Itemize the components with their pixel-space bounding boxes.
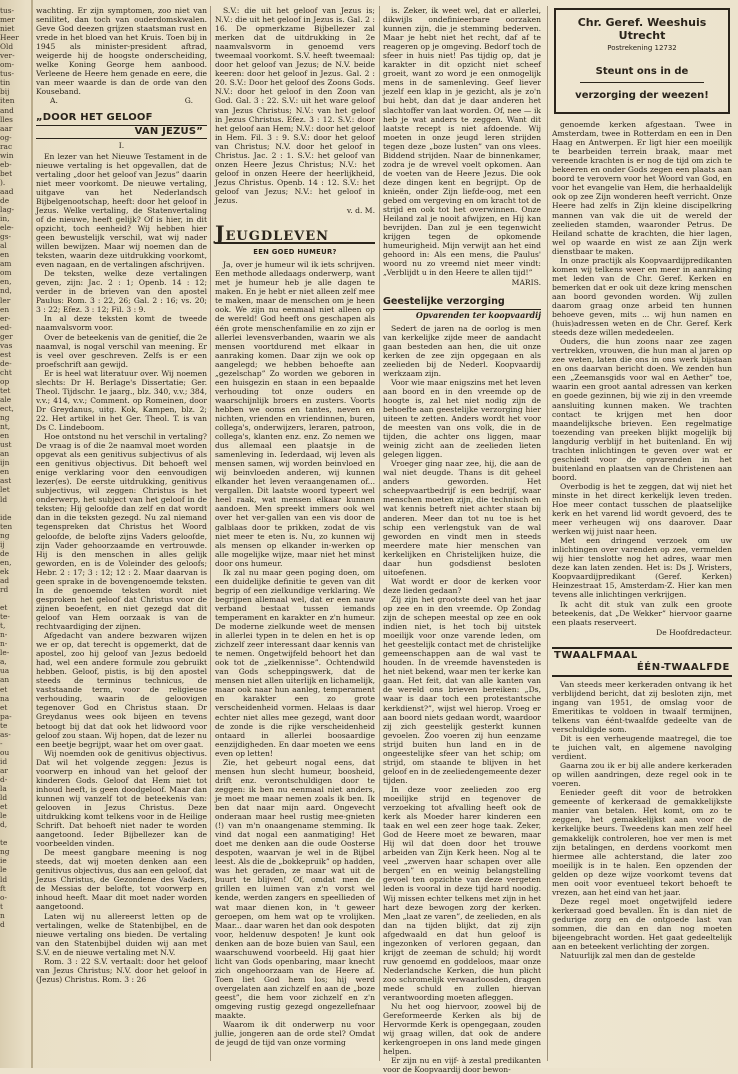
gutter-fragment: d: [0, 919, 5, 929]
gutter-fragment: en,: [0, 557, 12, 567]
gutter-fragment: bet: [0, 168, 13, 178]
gutter-fragment: eb-: [0, 159, 12, 169]
ad-title-line-2: Utrecht: [618, 29, 666, 42]
jeugd-initial: J: [215, 221, 226, 246]
gutter-fragment: [0, 504, 29, 513]
gutter-fragment: d,: [0, 820, 8, 830]
gutter-fragment: t: [0, 901, 3, 911]
paragraph: Rom. 3 : 22 S.V. vertaalt: door het geloof van Jezus Christus; N.V. door het geloof in (Jezus) Christus. Rom. 3 : 26: [36, 956, 207, 984]
gutter-fragment: mer: [0, 15, 15, 25]
ad-giro: Postrekening 12732: [607, 44, 677, 52]
gutter-fragment: ).: [0, 177, 6, 187]
column-divider: [547, 6, 548, 1061]
gutter-fragment: ij: [0, 539, 5, 549]
article-humeur-body: [215, 260, 375, 1047]
gutter-fragment: ng: [0, 413, 10, 423]
gutter-fragment: an: [0, 449, 10, 459]
paragraph: Van steeds meer kerkeraden ontvang ik het verblijdend bericht, dat zij besloten zijn, met ingang van 1951, de omslag voor de Emeritikas te voldoen in twaalf termijnen, telkens van éént-twaalfde gedeelte van de verschuldigde som.: [552, 679, 732, 734]
gutter-fragment: et: [0, 603, 8, 613]
gutter-fragment: niet: [0, 24, 15, 34]
gutter-fragment: ten: [0, 521, 13, 531]
paragraph: Dit is een verheugende maatregel, die toe te juichen valt, en algemene navolging verdient.: [552, 734, 732, 762]
paragraph: Over de beteekenis van de genitief, die 2e naamval, is nogal verschil van meening. Er is veel over geschreven. Zelfs is er een proefschrift aan gewijd.: [36, 332, 207, 369]
gutter-fragment: en: [0, 431, 10, 441]
gutter-fragment: iten: [0, 96, 15, 106]
article-verzorging-body: [383, 324, 541, 1074]
gutter-fragment: ed-: [0, 322, 12, 332]
gutter-fragment: ng: [0, 530, 10, 540]
twaalf-line-2: ÉÉN-TWAALFDE: [636, 661, 730, 673]
gutter-fragment: ele-: [0, 223, 14, 233]
gutter-fragment: aar: [0, 123, 13, 133]
gutter-fragment: nt,: [0, 422, 11, 432]
gutter-fragment: gs-: [0, 232, 12, 242]
gutter-fragment: ver-: [0, 51, 15, 61]
column-divider: [379, 6, 380, 1061]
gutter-fragment: ft: [0, 883, 6, 893]
gutter-fragment: d-: [0, 774, 8, 784]
paragraph: Met een dringend verzoek om uw inlichtingen over varenden op zee, vermelden wij hier tenslotte nog het adres, waar men deze kan laten zenden. Het is: Ds J. Wristers, Koopvaardijpredikant (Geref. Kerken) Heinzestraat 15, Amsterdam-Z. Hier kan men tevens alle inlichtingen verkrijgen.: [552, 536, 732, 600]
paragraph: In al deze teksten komt de tweede naamvalsvorm voor.: [36, 314, 207, 333]
paragraph: Wij noemden ook de genitivus objectivus. Dat wil het volgende zeggen: Jezus is voorwerp en inhoud van het geloof der kinderen Gods. Geloof dat Hem niet tot inhoud heeft, is geen doodgeloof. Maar dan kunnen wij vanzelf tot de beteekenis van: gelooven in Jezus Christus. Deze uitdrukking komt telkens voor in de Heilige Schrift. Dat behoeft niet nader te worden aangetoond. Ieder Bijbellezer kan de voorbeelden vinden.: [36, 748, 207, 849]
gutter-fragment: n-: [0, 630, 8, 640]
gutter-fragment: en: [0, 250, 10, 260]
gutter-fragment: t,: [0, 621, 6, 631]
humeur-signature: MARIS.: [511, 278, 541, 288]
gutter-fragment: te: [0, 720, 8, 730]
gutter-fragment: la: [0, 784, 7, 794]
gutter-fragment: tet: [0, 385, 11, 395]
gutter-fragment: id: [0, 756, 8, 766]
gutter-fragment: tin: [0, 78, 11, 88]
gutter-fragment: o-: [0, 892, 7, 902]
column-4: [552, 6, 732, 1064]
article-humeur-continued: [383, 6, 541, 277]
gutter-fragment: ng: [0, 847, 10, 857]
gutter-fragment: de: [0, 548, 10, 558]
gutter-fragment: le-: [0, 648, 10, 658]
gutter-fragment: lag-: [0, 205, 14, 215]
paragraph: Overbodig is het te zeggen, dat wij niet het minste in het direct kerkelijk leven treden. Hoe meer contact tusschen de plaatselijke kerk en het varend lid wordt gevoerd, des te meer verheugen wij ons daarover. Daar werken wij juist naar heen.: [552, 481, 732, 537]
gutter-fragment: op: [0, 376, 10, 386]
gutter-fragment: tus-: [0, 6, 15, 15]
gutter-fragment: ijn: [0, 458, 10, 468]
weeshuis-advertisement: [554, 8, 730, 114]
gutter-fragment: en,: [0, 277, 12, 287]
paragraph: Deze regel moet ongetwijfeld iedere kerkeraad goed bevallen. En is dan niet de gedurige zorg en de ontgoede last van sommen, die dan en dan nog moeten bijeengebracht worden. Het gaat gedeeltelijk aan en beteekent verlichting der zorgen.: [552, 896, 732, 952]
paragraph: Vroeger ging naar zee, hij, die aan de wal niet deugde. Thans is dit geheel anders geworden. Het scheepvaartbedrijf is een bedrijf, waar menschen moeten zijn, die technisch en wat kennis betreft niet achter staan bij anderen. Meer dan tot nu toe is het schip een verlengstuk van de wal geworden en vindt men in steeds meerdere mate hier menschen van kerkelijken en Christelijken huize, die daar hun godsdienst besloten uitoefenen.: [383, 459, 541, 577]
gutter-fragment: as-: [0, 729, 11, 739]
geloof-signature: v. d. M.: [346, 206, 375, 216]
article-geloof-continued: [215, 6, 375, 205]
gutter-fragment: ld: [0, 793, 8, 803]
paragraph: Ik zal nu maar geen poging doen, om een duidelijke definitie te geven van dit begrip of een zielkundige verklaring. We begrijpen allemaal wel, dat er een nauw verband bestaat tussen iemands temperament en karakter en z'n humeur. De moderne zielkunde weet de mensen in allerlei typen in te delen en het is op zichzelf zeer interessant daar kennis van te nemen. Ongetwijfeld behoort het dan ook tot de „zielkennisse”. Ochtendwild van Gods scheppingswerk, dat de mensen niet allen uiterlijk en lichamelijk, maar ook naar hun aanleg, temperament en karakter een zo grote verscheidenheid vormen. Helaas is daar echter niet alles mee gezegd, want door de zonde is die rijke verscheidenheid ontaard in allerlei boosaardige eenzijdigheden. En daar moeten we eens even op letten!: [215, 567, 375, 758]
gutter-fragment: and: [0, 105, 14, 115]
article-subheading-koopvaardij: Opvarenden ter koopvaardij: [415, 309, 541, 320]
paragraph: En lezer van het Nieuwe Testament in de nieuwe vertaling is het opgevallen, dat de vertaling „door het geloof van Jezus” daarin niet meer voorkomt. De nieuwe vertaling, uitgave van het Nederlandsch Bijbelgenootschap, heeft: door het geloof in Jezus. Welke vertaling, de Statenvertaling of de nieuwe, heeft gelijk? Of is hier, in dit opzicht, toch eenheid? Wij hebben hier geen bewustelijk verschil, wat wij nader willen bewijzen. Maar wij noemen dan de teksten, waarin deze uitdrukking voorkomt, even nagaan, en de vertalingen afschrijven.: [36, 151, 207, 270]
column-2: [215, 6, 375, 1064]
paragraph: genoemde kerken afgestaan. Twee in Amsterdam, twee in Rotterdam en een in Den Haag en Antwerpen. Er ligt hier een moeilijk te bearbeiden terrein braak, maar met vereende krachten is er nog de tijd om zich te bekeeren en onder Gods zegen een plaats aan boord te verovern voor het Woord van God, en voor het evangelie van Hem, die herhaaldelijk ook op zee Zijn wonderen heeft verricht. Onze Heere had zelfs in Zijn kleine discipelkring mannen van vak die uit de wereld der zeelieden stamden, waaronder Petrus. De Heiland schatte de krachten, die hier lagen, wel op waarde en wist ze aan Zijn werk dienstbaar te maken.: [552, 120, 732, 256]
editor-signature: De Hoofdredacteur.: [656, 627, 732, 637]
gutter-fragment: tus-: [0, 69, 15, 79]
gutter-fragment: et: [0, 684, 8, 694]
paragraph: Zie, het gebeurt nogal eens, dat mensen hun slecht humeur, boosheid, drift enz. verontschuldigen door te zeggen: ik ben nu eenmaal niet anders, je moet me maar nemen zoals ik ben. Ik ben dat naar mijn aard. Ongevecht onderaan maar heel rustig mee-gnieten (!) van m'n onaangename stemming. Ik vind dat nogal een aanmatiging! Het doet me denken aan die oude Oosterse despoten, waarvan je wel in de Bijbel leest. Als die de „bokkepruik” op hadden, was het geraden, ze maar wat uit de buurt te blijven! Of, omdat men de grillen en luimen van z'n vorst wel kende, werden zangers en speellieden of wat maar dienen kon, in 't geweer geroepen, om hem wat op te vrolijken. Maar... daar waren het dan ook despoten voor, heldenuw despoten! Je kunt ook denken aan de boze buien van Saul, een waarschuwend voorbeeld. Hij gaat hier licht van Gods openbaring, maar knecht zich ongehoorzaam van de Heere af. Toen liet God hem los; hij werd overgelaten aan zichzelf en aan de „boze geest”, die hem voor zichzelf en z'n omgeving rustig gezegd ongezellefnaar maakte.: [215, 757, 375, 1021]
article-twaalfmaal-body: [552, 680, 732, 960]
ad-separator: [580, 82, 704, 83]
paragraph: Eenieder geeft dit voor de betrokken gemeente of kerkeraad de gemakkelijkste manier van betalen. Het komt, om zo te zeggen, het gemakkelijkst aan voor de kerkelijke beurs. Tweedens kan men zelf heel gemakkelijk controleren, hoe ver men is met zijn betalingen, en derdens voorkomt men hiermee alle achterstand, die later zoo moeilijk is in te halen. Een opzenden der gelden op deze wijze voorkomt tevens dat men ooit voor eventueel tekort behoeft te vrezen, aan het eind van het jaar.: [552, 788, 732, 897]
gutter-fragment: le: [0, 865, 7, 875]
gutter-fragment: al: [0, 241, 7, 251]
gutter-fragment: og-: [0, 132, 12, 142]
paragraph: De meest gangbare meening is nog steeds, dat wij moeten denken aan een genitivus objectivus, dus aan een geloof, dat Jezus Christus, de Gezondene des Vaders, de Messias der belofte, tot voorwerp en inhoud heeft. Maar dit moet nader worden aangetoond.: [36, 848, 208, 912]
gutter-fragment: ua: [0, 666, 10, 676]
gutter-fragment: de: [0, 195, 10, 205]
gutter-fragment: n-: [0, 639, 8, 649]
gutter-fragment: et: [0, 702, 8, 712]
gutter-fragment: ie: [0, 856, 7, 866]
paragraph: Natuurlijk zal men dan de gestelde: [560, 951, 696, 961]
gutter-fragment: est: [0, 349, 12, 359]
gutter-fragment: nd,: [0, 286, 12, 296]
column-1: [36, 6, 207, 1064]
gutter-fragment: win: [0, 150, 14, 160]
ad-title-line-1: Chr. Geref. Weeshuis: [577, 16, 707, 29]
article-geloof-body: [36, 152, 207, 984]
article-heading-verzorging: Geestelijke verzorging: [383, 297, 541, 309]
article-heading-twaalfmaal: [552, 647, 732, 677]
paragraph: Zij zijn het grootste deel van het jaar op zee en in den vreemde. Op Zondag zijn de schepen meestal op zee en ook indien niet, is het toch bij uitstek moeilijk voor onze varende leden, om het geestelijk contact met de christelijke gemeenschappen aan de wal vast te houden. In de vreemde havensteden is het niet bekend, waar men ter kerke kan gaan. Het feit, dat van alle kanten van de wereld ons brieven bereiken: „Ds, waar is daar toch een protestantsche kerkdienst?”, wijst wel hierop. Vroeg er aan boord niets gedaan wordt, waardoor zij zich geestelijk gesterkt kunnen gevoelen. Zoo voeren zij hun eenzame strijd buiten hun land en in de ongeestelijke sfeer van het schip; om strijd, om staande te blijven in het geloof en in de zeeliedengemeente dezer tijden.: [383, 594, 541, 785]
paragraph: is. Zeker, ik weet wel, dat er allerlei, dikwijls ondefinieerbare oorzaken kunnen zijn, die je stemming bederven. Maar je hebt niet het recht, daf af te reageren op je omgeving. Bedorf toch de sfeer in huis niet! Pas tijdig op, dat je karakter in dit opzicht niet scheef groeit, want zo word je een onmogelijk mens in de samenleving. Geef liever jezelf een klap in je gezicht, als je zo'n bui hebt, dan dat je daar anderen het slachtoffer van laat worden. Of, nee — ik heb je wat anders te zeggen. Want dit laatste recept is niet afdoende. Wij moeten in onze jeugd leren strijden tegen deze „boze lusten” van ons vlees. Biddend strijden. Naar de binnenkamer, zodra je de wrevel voelt opkomen. Aan de voeten van de Heere Jezus. Die ook deze dingen kent en begrijpt. Op de knieën, onder Zijn liefde-oog, met een gebed om vergeving en om kracht tot de strijd en ook tot het overwinnen. Onze Heiland zal je nooit afwijzen, en Hij kan bevrijden. Dan zul je een tegenwicht krijgen tegen de opkomende humeurigheid. Mijn verwijt aan het eind gehoord in: Als een mens, die Paulus' woord nu zo vreemd niet meer vindt: „Verblijdt u in den Heere te allen tijd!”: [383, 6, 541, 278]
paragraph: Laten wij nu allereerst letten op de vertalingen, welke de Statenbijbel, en de nieuwe vertaling ons bieden. De vertaling van den Statenbijbel duiden wij aan met S.V. en de nieuwe vertaling met N.V.: [36, 911, 207, 957]
jeugd-rest: EUGDLEVEN: [225, 229, 330, 245]
gutter-fragment: er-: [0, 313, 11, 323]
paragraph: Gaarna zou ik er bij alle andere kerkeraden op willen aandringen, deze regel ook in te voeren.: [552, 761, 732, 789]
gutter-fragment: pa-: [0, 711, 12, 721]
gutter-fragment: en: [0, 467, 10, 477]
gutter-fragment: ger: [0, 331, 13, 341]
paragraph: In deze voor zeelieden zoo erg moeilijke strijd en tegenover de verzoeking tot afvalling heeft ook de kerk als Moeder harer kinderen een taak en wel een zeer hoge taak. Zeker, God de Heere moet ze bewaren, maar Hij wil dat doen door het trouwe arbeiden van Zijn Kerk heen. Nog al te veel „zwerven haar schapen over alle bergen” en en weinig belangstelling gevoel ten opzichte van deze vergeten leden is vooral in deze tijd hard noodig. Wij missen echter telkens met zijn in het hart deze bewogen zorg der kerken. Men „laat ze varen”, de zeelieden, en als dan na tijden blijkt, dat zij zijn afgedwaald en dat hun geloof is ingezonken of verloren gegaan, dan krijgt de zeeman de schuld; hij wordt ruw genoemd en goddeloos, maar onze Nederlandsche Kerken, die hun plicht zoo schromelijk verwaarloosden, dragen mede schuld en zullen hiervan verantwoording moeten afleggen.: [383, 784, 541, 1003]
paragraph: Er zijn nu en vijf- à zestal predikanten voor de Koopvaardij door bewon-: [383, 1056, 541, 1074]
gutter-fragment: -: [0, 738, 3, 748]
heading-line-2: VAN JEZUS”: [36, 125, 207, 139]
page-fold-line: [31, 0, 33, 1068]
gutter-fragment: ler: [0, 295, 11, 305]
gutter-fragment: na: [0, 693, 10, 703]
gutter-fragment: rd: [0, 585, 9, 594]
gutter-fragment: rac: [0, 141, 13, 151]
gutter-fragment: ide: [0, 512, 12, 522]
gutter-fragment: ld: [0, 874, 8, 884]
paragraph: Hoe ontstond nu het verschil in vertaling? De vraag is of die 2e naamval moet worden opgevat als een genitivus subjectivus of als een genitivus objectivus. Dit behoeft wel enige verklaring voor den eenvoudigen lezer(es). De eerste uitdrukking, genitivus subjectivus, wil zeggen: Christus is het onderwerp, het subject van het geloof in de teksten; Hij geloofde dan zelf en dat wordt dan in die teksten gezegd. Nu zal niemand tegenspreken dat Christus het Woord geloofde, de belofte zijns Vaders geloofde, zijn Vader gehoorzaamde en vertrouwde. Hij is den menschen in alles gelijk geworden, en is de Voleinder des geloofs; Hebr. 2 : 17; 3 : 12; 12 : 2. Maar daarvan is geen sprake in de bovengenoemde teksten. In de genoemde teksten wordt niet gesproken het geloof dat Christus voor de zijnen beoefent, en niet gezegd dat dit geloof van Hem oorzaak is van de rechtvaardiging der zijnen.: [36, 432, 207, 631]
gutter-fragment: [0, 829, 29, 838]
paragraph: Ja, over je humeur wil ik iets schrijven. Een methode alledaags onderwerp, want met je humeur heb je alle dagen te maken. En je hebt er niet alleen zelf mee te maken, maar de menschen om je heen ook. We zijn nu eenmaal niet alleen op de wereld! God heeft ons geschapen als één grote menschenfamilie en zo zijn er allerlei levensverbanden, waarin we als mensen voortdurend met elkaar in aanraking komen. Daar zijn we ook op aangelegd; we hebben behoefte aan „gezelschap” Zo worden we geboren in een huisgezin en staan in een bepaalde verhouding tot onze ouders en waarschijnlijk broers en zusters. Voorts hebben we ooms en tantes, neven en nichten, vrienden en vriendinnen, buren, collega's, onderwijzers, leraren, patroon, collega's, klanten enz. enz. Zo nemen we dus allemaal een plaatsje in de samenleving in. Iederdaad, wij leven als mensen samen, wij worden beinvloed en wij beinvloeden anderen, wij kunnen elkander het leven veraangenamen of... vergallen. Dit laatste woord typeert wel heel raak, wat mensen elkaar kunnen aandoen. Men spreekt immers ook wel over het ver-gallen van een vis door de galblaas door te prikken, zodat de vis niet meer te eten is. Nu, zo kunnen wij als mensen op elkander in-werken op alle mogelijke wijze, maar niet het minst door ons humeur.: [215, 260, 375, 568]
previous-page-gutter: [0, 6, 29, 929]
paragraph: Wat wordt er door de kerken voor deze lieden gedaan?: [383, 576, 541, 595]
gutter-fragment: in,: [0, 214, 10, 224]
gutter-fragment: en: [0, 304, 10, 314]
gutter-fragment: a,: [0, 657, 7, 667]
gutter-fragment: Heer: [0, 33, 19, 43]
ad-slogan-line-1: Steunt ons in de: [595, 66, 689, 78]
gutter-fragment: ect,: [0, 404, 14, 414]
heading-line-1: „DOOR HET GELOOF: [36, 111, 153, 123]
gutter-fragment: ast: [0, 476, 12, 486]
column-divider: [210, 6, 211, 1061]
paragraph: Waarom ik dit onderwerp nu voor jullie, jongeren aan de orde stel? Omdat de jeugd de tijd van onze vorming: [215, 1020, 375, 1048]
paragraph: Afgedacht van andere bezwaren wijzen we er op, dat terecht is opgemerkt, dat de apostel, zoo hij geloof van Jezus bedoeld had, wel een andere formule zou gebruikt hebben. Geloof, pistis, is bij den apostel steeds de terminus technicus, de vaststaande term, voor de religieuse verhouding, waarin de geloovigen tegenover God en Christus staan. Dr Greydanus wees ook bijeen en tevens betoogt bij dat dat ook het lidwoord voor geloof zou staan. Wij hopen, dat de lezer nu een beetje begrijpt, waar het om over gaat.: [36, 631, 207, 749]
gutter-fragment: de-: [0, 358, 12, 368]
gutter-fragment: ar: [0, 765, 8, 775]
paragraph: Ik acht dit stuk van zulk een groote beteekenis, dat „De Wekker” hiervoor gaarne een plaats reserveert.: [552, 599, 732, 627]
gutter-fragment: ad: [0, 575, 10, 585]
paragraph: In onze practijk als Koopvaardijpredikanten komen wij telkens weer en meer in aanraking met leden van de Chr. Geref. Kerken en bemerken dat er ook uit deze kring menschen aan boord gevonden worden. Wij zullen daarom graag onze arbeid ten hunnen behoeve geven, mits ... wij hun namen en (huis)adressen weten en de Chr. Geref. Kerk steeds deze willen mededeelen.: [552, 255, 732, 338]
gutter-fragment: ek: [0, 566, 9, 576]
gutter-fragment: et: [0, 802, 8, 812]
gutter-fragment: vas: [0, 340, 13, 350]
gutter-fragment: lles: [0, 114, 13, 124]
gutter-fragment: [0, 594, 29, 603]
gutter-fragment: ust: [0, 440, 12, 450]
paragraph: Ouders, die hun zoons naar zee zagen vertrekken, vrouwen, die hun man al jaren op zee weten, laten die ons in ons werk bijstaan en ons daarvan bericht doen. We zenden hun een „Zeemansgids voor wal en Aether” toe, waarin een groot aantal adressen van kerken en goede gezinnen, bij wie zij in den vreemde aansluiting kunnen maken. We trachten contact te krijgen met hen door maandelijksche brieven. Een regelmatige toezending van preeken blijkt mogelijk bij langdurig verblijf in het buitenland. En wij trachten inlichtingen te geven over wat er geschiedt voor de opvarenden in het buitenland en plaatsen van de Christenen aan boord.: [552, 337, 732, 482]
intro-signature: [36, 96, 207, 105]
section-heading-jeugdleven: [215, 221, 375, 246]
intro-paragraph: wachting. Er zijn symptomen, zoo niet van senilitet, dan toch van ouderdomskwalen. Geve God deezen grijzen staatsman rust en vrede in het bloed van het Kruis. Toen bij in 1945 als minister-president aftrad, weigerde hij de hoogste onderscheiding, welke Koning George hem aanbood. Verleene de Heere hem genade en eere, die van meer waarde is dan de orde van den Kouseband.: [36, 6, 207, 97]
signature-right: G.: [184, 96, 193, 106]
gutter-fragment: n: [0, 910, 5, 920]
column-3: [383, 6, 541, 1074]
gutter-fragment: let: [0, 485, 10, 495]
paragraph: Nu het oog hiervoor, zoowel bij de Gereformeerde Kerken als bij de Hervormde Kerk is opengegaan, zouden wij graag willen, dat ook de andere kerkengroepen in ons land mede gingen helpen.: [383, 1002, 541, 1057]
section-number: I.: [118, 140, 125, 150]
gutter-fragment: an: [0, 675, 10, 685]
gutter-fragment: te-: [0, 612, 10, 622]
gutter-fragment: ld: [0, 494, 8, 504]
gutter-fragment: bij: [0, 87, 10, 97]
twaalf-line-1: TWAALFMAAL: [554, 649, 638, 661]
paragraph: Sedert de jaren na de oorlog is men van kerkelijke zijde meer de aandacht gaan besteden aan hen, die uit onze kerken de zee zijn opgegaan en als zeelieden bij de Nederl. Koopvaardij werkzaam zijn.: [383, 323, 541, 378]
gutter-fragment: aad: [0, 186, 14, 196]
gutter-fragment: te: [0, 838, 8, 848]
article-verzorging-continued: [552, 120, 732, 627]
article-subheading-humeur: EEN GOED HUMEUR?: [253, 248, 337, 257]
gutter-fragment: Old: [0, 42, 14, 52]
paragraph: Voor wie maar enigszins met het leven aan boord en in den vreemde op de hoogte is, zal het niet nodig zijn de behoefte aan geestelijke verzorging hier uiteen te zetten. Anders wordt het voor de meesten van ons volk, die in de tijden, die achter ons liggen, maar weinig zicht aan de zeelieden lieten gelegen liggen.: [383, 377, 541, 460]
article-heading-geloof: [36, 112, 207, 139]
gutter-fragment: ale: [0, 395, 12, 405]
gutter-fragment: le: [0, 811, 7, 821]
gutter-fragment: cht: [0, 367, 12, 377]
gutter-fragment: om-: [0, 60, 14, 70]
paragraph: S.V.: die uit het geloof van Jezus is; N.V.: die uit het geloof in Jezus is. Gal. 2 : 16. De opmerkzame Bijbellezer zal merken dat de uitdrukking in 2e naamvalsvorm in genoemd vers tweemaal voorkomt. S.V. heeft tweemaal: door het geloof van Jezus; de N.V. beide keeren: door het geloof in Jezus. Gal. 2 : 20. S.V.: Door het geloof des Zoons Gods. N.V.: door het geloof in den Zoon van God. Gal. 3 : 22. S.V.: uit het ware geloof van Jezus Christus; N.V.: van het geloof in Jezus Christus. Efez. 3 : 12. S.V.: door het geloof aan Hem; N.V.: door het geloof in Hem. Fil. 3 : 9. S.V.: door het geloof van Christus; N.V. door het geloof in Christus. Jac. 2 : 1. S.V.: het geloof van onzen Heere Jezus Christus; N.V.: het geloof in onzen Heere der heerlijkheid, Jezus Christus. Openb. 14 : 12. S.V.: het geloof van Jezus; N.V.: het geloof in Jezus.: [215, 6, 375, 205]
ad-slogan-line-2: verzorging der weezen!: [575, 90, 709, 102]
gutter-fragment: om: [0, 268, 12, 278]
paragraph: De teksten, welke deze vertalingen geven, zijn: Jac. 2 : 1; Openb. 14 : 12; verder in de brieven van den apostel Paulus: Rom. 3 : 22, 26; Gal. 2 : 16; vs. 20; 3 : 22; Efez. 3 : 12; Fil. 3 : 9.: [36, 269, 207, 315]
gutter-fragment: am: [0, 259, 12, 269]
gutter-fragment: ou: [0, 747, 10, 757]
signature-left: A.: [50, 96, 58, 106]
paragraph: Er is heel wat literatuur over. Wij noemen slechts: Dr H. Berlage's Dissertatie; Ger. Theol. Tijdschr. 1e jaarg., blz. 340, v.v.; 384, v.v.; 414, v.v.; Comment. op Romeinen, door Dr Greydanus, uitg. Kok, Kampen, blz. 2; 22. Het artikel in het Ger. Theol. T. is van Ds C. Lindeboom.: [36, 368, 207, 432]
